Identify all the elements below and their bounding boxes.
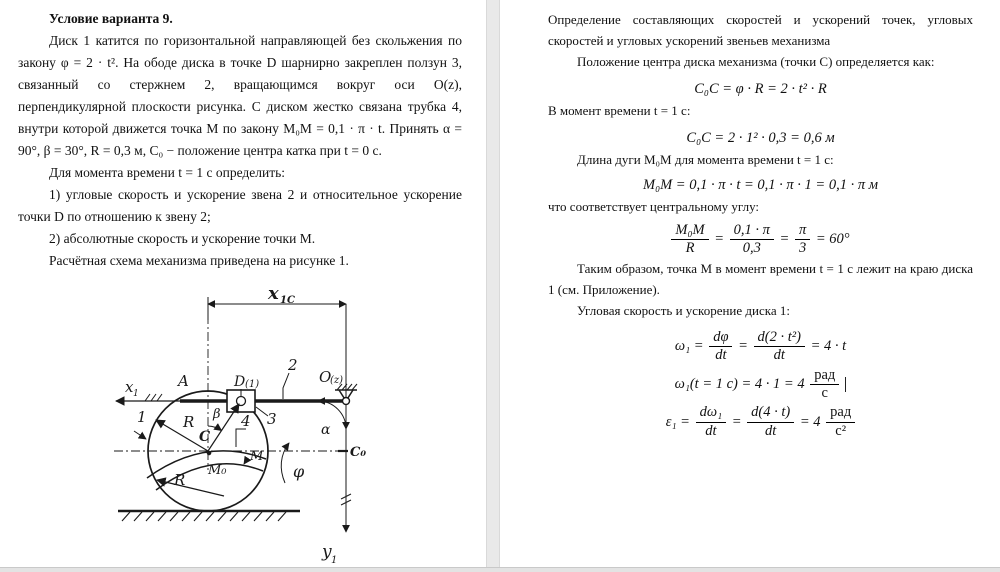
problem-statement [0,0,486,272]
point-c-label: C [199,429,211,445]
formula-central-angle: $\frac{\text{M₀M}}{R}$ = $\frac{0,1 \cdot \pi}{0,3}$ = $\frac{\pi}{3}$ = 60° [548,222,973,258]
fraction: $\frac{\text{рад}}{\text{с²}}$ [826,404,855,440]
figure-1-diagram [100,276,370,568]
problem-paragraph: 2) абсолютные скорость и ускорение точки M. [49,231,316,246]
x1-axis-sub: 1 [133,389,139,399]
tube-number-label: 4 [241,412,251,430]
point-a-label: A [178,372,189,390]
ground-hatching [122,512,286,521]
scroll-area-bottom [0,567,1000,572]
problem-title: Условие варианта 9. [49,11,173,26]
point-m-label: M [250,449,264,464]
page-left[interactable] [0,0,486,567]
solution-paragraph: Длина дуги M₀M для момента времени t = 1 с: [577,152,834,167]
formula-omega1-t1: ω₁(t = 1 с) = 4 · 1 = 4 $\frac{\text{рад}}{с}$ [548,367,973,403]
point-c0-label: C₀ [350,445,367,460]
rod-number-label: 2 [288,356,298,374]
point-m0-label: M₀ [208,463,227,478]
disk-label-leader [134,431,146,439]
tube-label-leader [236,429,246,447]
solution-paragraph: Таким образом, точка M в момент времени t = 1 с лежит на краю диска 1 (см. Приложение). [548,260,973,297]
page-right[interactable] [500,0,1000,567]
beta-label: β [213,407,221,422]
point-o-sub: (z) [330,375,344,386]
solution-section [500,0,1000,440]
tube-outer-arc [147,451,266,478]
phi-rotation-arrow [281,443,289,483]
pin-joint-circle [343,398,350,405]
slider-number-label: 3 [267,410,277,428]
solution-paragraph: Положение центра диска механизма (точки C) определяется как: [577,54,935,69]
y1-axis-sub: 1 [331,555,338,566]
formula-c0c-t1 [548,128,973,149]
dim-x1c-label: x [268,283,279,304]
m-label-arrow [244,458,248,464]
fraction: $\frac{d(4 \cdot t)}{dt}$ [747,404,794,440]
point-o-label: O [319,368,332,386]
alpha-label: α [321,422,331,438]
radius-upper-label: R [183,413,195,431]
guide-hatching [145,394,162,401]
solution-heading: Определение составляющих скоростей и ускорений точек, угловых скоростей и угловых ускорений звеньев механизма [548,12,973,48]
fraction: $\frac{d\varphi}{dt}$ [709,329,732,365]
x1-axis-label: x [125,378,134,396]
solution-paragraph: В момент времени t = 1 с: [548,103,691,118]
point-d-label: D [234,374,246,390]
fraction: $\frac{0,1 \cdot \pi}{0,3}$ [730,222,774,258]
slider-pin-circle [237,397,246,406]
text-cursor [845,377,847,392]
rod-label-leader [283,373,289,399]
dim-x1c-sub: 1C [280,295,295,306]
fraction: $\frac{\text{рад}}{с}$ [810,367,839,403]
formula-omega1: ω₁ = $\frac{d\varphi}{dt}$ = $\frac{\text{d(2 · t²)}}{dt}$ = 4 · t [674,328,847,364]
problem-paragraph: Диск 1 катится по горизонтальной направляющей без скольжения по закону φ = 2 · t². На ободе диска в точке D шарнирно закреплен ползун 3, связанный со стержнем 2, вращающимся вокруг оси O(z), перпендикулярной плоскости рисунка. С диском жестко связана трубка 4, внутри которой движется точка M по закону M₀M = 0,1 · π · t. Принять α = 90°, β = 30°, R = 0,3 м, C₀ − положение центра катка при t = 0 с. [18,33,462,158]
formula-arc-length [548,175,973,196]
fraction: $\frac{\text{d(2 · t²)}}{dt}$ [754,329,805,365]
formula-text: C₀C = 2 · 1² · 0,3 = 0,6 м [686,130,835,146]
problem-paragraph: 1) угловые скорость и ускорение звена 2 и относительное ускорение точки D по отношению к звену 2; [18,187,462,224]
disk-number-label: 1 [137,408,147,426]
formula-epsilon1: ε₁ = $\frac{\text{dω₁}}{dt}$ = $\frac{d(4 \cdot t)}{dt}$ = 4 $\frac{\text{рад}}{\text{с²}}$ [548,404,973,440]
formula-text: C₀C = φ · R = 2 · t² · R [694,81,827,97]
problem-paragraph: Расчётная схема механизма приведена на рисунке 1. [49,253,349,268]
fraction: $\frac{\text{M₀M}}{R}$ [671,222,708,258]
solution-paragraph: Угловая скорость и ускорение диска 1: [577,302,790,318]
fraction: $\frac{\text{dω₁}}{dt}$ [696,404,727,440]
solution-paragraph: что соответствует центральному углу: [548,199,760,214]
page-gap [486,0,500,567]
y1-axis-label: y [322,542,332,562]
fraction: $\frac{\pi}{3}$ [795,222,810,258]
formula-text: M₀M = 0,1 · π · t = 0,1 · π · 1 = 0,1 · π м [642,177,878,193]
point-d-sub: (1) [245,379,260,390]
formula-c0c [548,79,973,100]
radius-lower-label: R [174,471,186,489]
phi-label: φ [293,462,305,481]
problem-paragraph: Для момента времени t = 1 с определить: [49,165,286,180]
radius-line-lower [157,480,224,496]
